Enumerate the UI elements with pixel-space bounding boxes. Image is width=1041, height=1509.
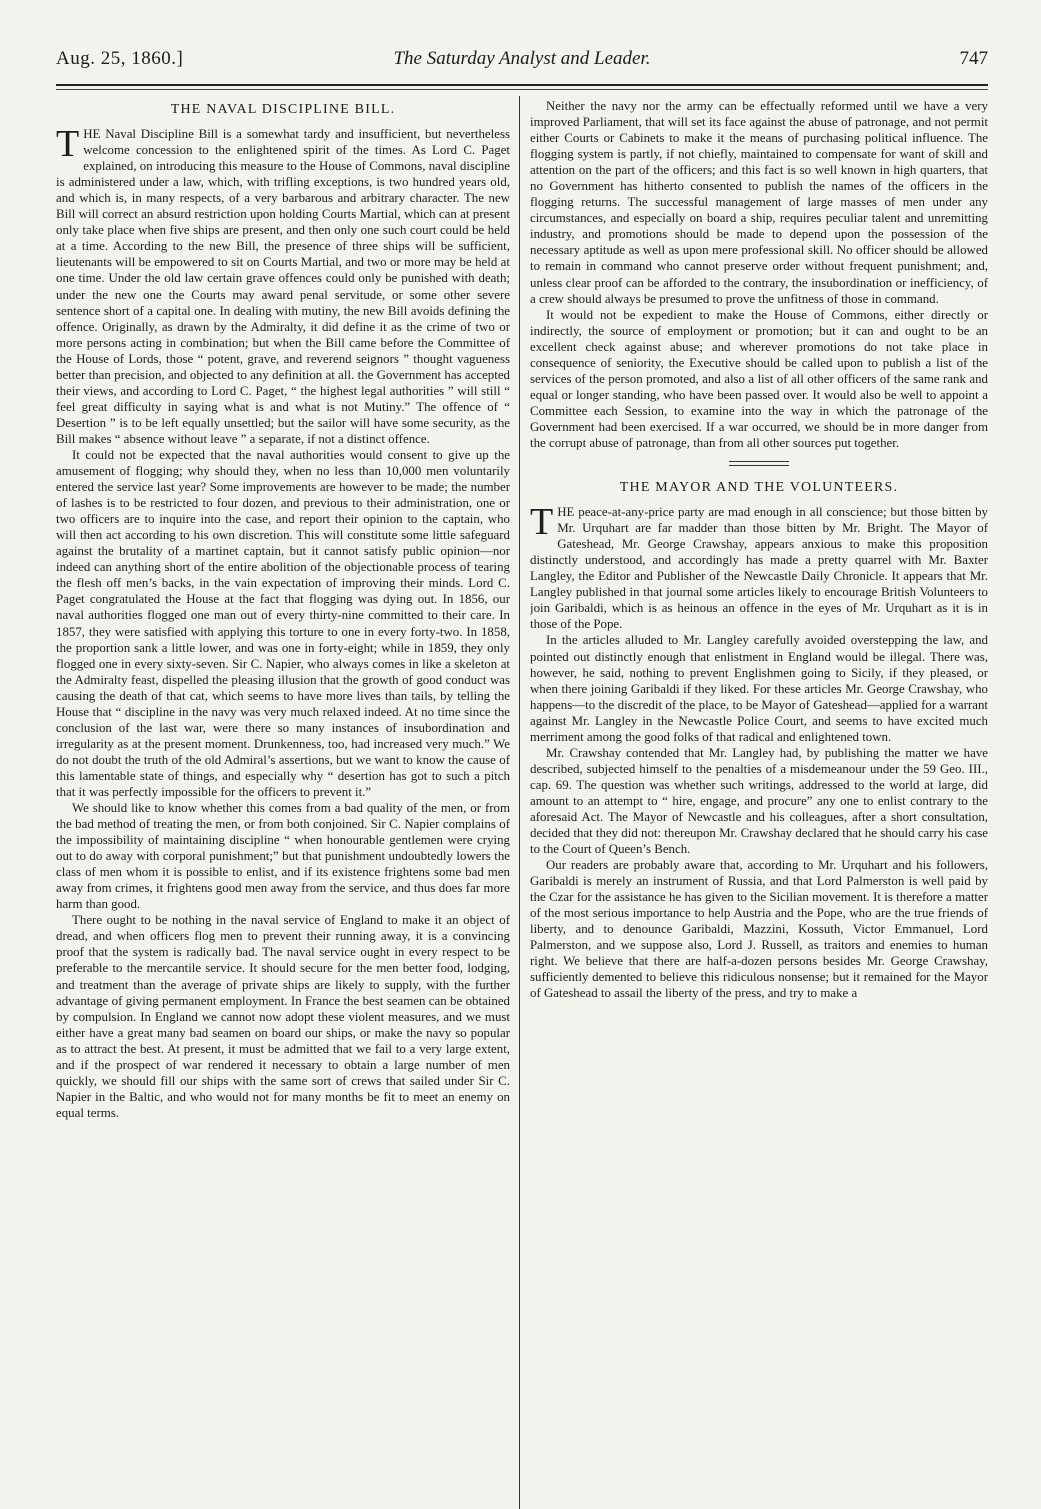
article-paragraph: In the articles alluded to Mr. Langley carefully avoided overstepping the law, and pointed out distinctly enough that enlistment in England would be illegal. There was, however, he said, nothing to prevent Englishmen going to Sicily, if they pleased, or when there joining Garibaldi if they liked. For these articles Mr. George Crawshay, who happens—to the discredit of the place, to be Mayor of Gateshead—applied for a warrant against Mr. Langley in the Newcastle Police Court, and seems to have excited much merriment among the good folks of that radical and enlightened town. <box>530 633 988 744</box>
article-paragraph: Mr. Crawshay contended that Mr. Langley had, by publishing the matter we have described, subjected himself to the penalties of a misdemeanour under the 59 Geo. III., cap. 69. The question was whether such writings, addressed to the world at large, did amount to an attempt to “ hire, engage, and procure” any one to enlist contrary to the aforesaid Act. The Mayor of Newcastle and his colleagues, after a short consultation, decided that they did not: thereupon Mr. Crawshay declared that he should carry his case to the Court of Queen’s Bench. <box>530 745 988 857</box>
article-paragraph: There ought to be nothing in the naval service of England to make it an object of dread, and when officers flog men to prevent their running away, it is a convincing proof that the system is radically bad. The naval service ought in every respect to be preferable to the mercantile service. It should secure for the men better food, lodging, and treatment than the average of private ships are likely to supply, with the further advantage of giving permanent employment. In France the best seamen can be obtained by compulsion. In England we cannot now adopt these violent measures, and we must either have a great many bad seamen on board our ships, or make the navy so popular as to attract the best. At present, it must be admitted that we fail to a very large extent, and if the prospect of war rendered it necessary to obtain a large number of men quickly, we should fill our ships with the same sort of crews that sailed under Sir C. Napier in the Baltic, and who would not for many months be fit to meet an enemy on equal terms. <box>56 913 510 1120</box>
article-paragraph: We should like to know whether this comes from a bad quality of the men, or from the bad method of treating the men, or from both conjoined. Sir C. Napier complains of the impossibility of maintaining discipline “ when honourable gentlemen were crying out to do away with corporal punishment;” but that punishment undoubtedly lowers the class of men whom it is possible to enlist, and if its existence frightens some bad men away from crimes, it frightens good men away from the service, and thus does far more harm than good. <box>56 801 510 912</box>
article-paragraph: It could not be expected that the naval authorities would consent to give up the amusement of flogging; why should they, when no less than 10,000 men voluntarily entered the service last year? Some improvements are however to be made; the number of lashes is to be restricted to four dozen, and previous to their administration, one or two officers are to inquire into the case, and report their opinion to the captain, who will then act according to his own discretion. This will constitute some little safeguard against the brutality of a martinet captain, but it cannot satisfy public opinion—nor indeed can anything short of the entire abolition of the objectionable process of tearing the flesh off men’s backs, in the vain expectation of improving their minds. Lord C. Paget congratulated the House at the fact that flogging was dying out. In 1856, our naval authorities flogged one man out of every thirty-nine committed to their care. In 1857, they were satisfied with applying this torture to one in every forty-two. In 1858, the proportion sank a little lower, and was one in forty-eight; while in 1859, they only flogged one in every sixty-seven. Sir C. Napier, who always comes in like a skeleton at the Admiralty feast, dispelled the pleasing illusion that the growth of good conduct was causing the death of that cat, which seems to have more lives than tails, by telling the House that “ discipline in the navy was very much relaxed indeed. At no time since the conclusion of the last war, were there so many instances of insubordination and irregularity as at the present moment. Drunkenness, too, had increased very much.” We do not doubt the truth of the old Admiral’s assertions, but we want to know the cause of this lamentable state of things, and especially why “ desertion has got to such a pitch that it was perfectly impossible for the officers to prevent it.” <box>56 447 510 799</box>
header-rule-thin <box>56 89 988 90</box>
left-column <box>56 98 510 1509</box>
page-header <box>56 48 988 78</box>
issue-date: Aug. 25, 1860.] <box>56 48 184 69</box>
article-title: THE NAVAL DISCIPLINE BILL. <box>170 102 396 117</box>
article-paragraph: THE Naval Discipline Bill is a somewhat tardy and insufficient, but nevertheless welcome concession to the enlightened spirit of the times. As Lord C. Paget explained, on introducing this measure to the House of Commons, naval discipline is administered under a law, which, with trifling exceptions, is two hundred years old, and which is, in many respects, of a very barbarous and arbitrary character. The new Bill will correct an absurd restriction upon holding Courts Martial, which can at present only take place when five ships are present, and then only one such court could be held at a time. According to the new Bill, the presence of three ships will be sufficient, lieutenants will be empowered to sit on Courts Martial, and two or more may be held at one time. Under the old law certain grave offences could only be punished with death; under the new one the Courts may award penal servitude, or some other severe sentence short of a capital one. In dealing with mutiny, the new Bill avoids defining the offence. Originally, as drawn by the Admiralty, it did define it as the crime of two or more persons acting in combination; but when the Bill came before the Committee of the House of Lords, those “ potent, grave, and reverend seignors ” thought vagueness better than precision, and objected to any definition at all. the Government has accepted their views, and according to Lord C. Paget, “ the highest legal authorities ” will still “ feel great difficulty in saying what is and what is not Mutiny.” The offence of “ Desertion ” is to be left equally unsettled; but the sailor will have some security, as the Bill makes “ absence without leave ” a separate, if not a distinct offence. <box>56 123 510 446</box>
article-paragraph: It would not be expedient to make the House of Commons, either directly or indirectly, the source of employment or promotion; but it can and ought to be an excellent check against abuse; and wherever promotions do not take place in consequence of seniority, the Executive should be called upon to publish a list of the services of the person promoted, and also a list of all other officers of the same rank and equal or longer standing, who have been passed over. It would also be well to appoint a Committee each Session, to examine into the way in which the patronage of the Government had been exercised. If a war occurred, we should be in more danger from the corrupt abuse of patronage, than from all other sources put together. <box>530 307 988 450</box>
article-paragraph: Neither the navy nor the army can be effectually reformed until we have a very improved Parliament, that will set its face against the abuse of patronage, and not permit either Courts or Cabinets to make it the means of purchasing political influence. The flogging system is partly, if not chiefly, maintained to compensate for want of skill and attention on the part of the officers; and this fact is so well known in high quarters, that no Government has hitherto consented to publish the names of the officers in the flogging returns. The successful management of large masses of men under any circumstances, and especially on board a ship, requires peculiar talent and unremitting industry, and promotions should be made to depend upon the possession of the necessary aptitude as well as upon mere professional skill. No officer should be allowed to remain in command who cannot preserve order without frequent punishment; and, unless clear proof can be afforded to the contrary, the insubordination or inefficiency, of a crew should always be presumed to prove the unfitness of those in command. <box>530 99 988 306</box>
drop-cap: T <box>530 501 554 544</box>
article-title: THE MAYOR AND THE VOLUNTEERS. <box>619 480 899 496</box>
article-paragraph: Our readers are probably aware that, according to Mr. Urquhart and his followers, Garibaldi is merely an instrument of Russia, and that Lord Palmerston is well paid by the Czar for the assistance he has given to the Sicilian movement. It is therefore a matter of the most serious importance to help Austria and the Pope, who are the true friends of liberty, and to denounce Garibaldi, Mazzini, Kossuth, Victor Emmanuel, Lord Palmerston, and we suppose also, Lord J. Russell, as traitors and enemies to human right. We believe that there are half-a-dozen persons besides Mr. George Crawshay, sufficiently demented to believe this ridiculous nonsense; but it remained for the Mayor of Gateshead to assail the liberty of the press, and try to make a <box>530 858 988 1001</box>
page-number: 747 <box>959 48 988 69</box>
article-paragraph: THE peace-at-any-price party are mad enough in all conscience; but those bitten by Mr. Urquhart are far madder than those bitten by Mr. Bright. The Mayor of Gateshead, Mr. George Crawshay, appears anxious to make this proposition distinctly understood, and accordingly has made a pretty quarrel with Mr. Baxter Langley, the Editor and Publisher of the Newcastle Daily Chronicle. It appears that Mr. Langley published in that journal some articles likely to encourage British Volunteers to join Garibaldi, which is as heinous an offence in the eyes of Mr. Urquhart as it is in those of the Pope. <box>530 501 988 632</box>
drop-cap: T <box>56 123 80 166</box>
header-rule-thick <box>56 84 988 86</box>
column-divider <box>519 96 520 1509</box>
article-separator <box>729 461 789 466</box>
publication-title: The Saturday Analyst and Leader. <box>393 48 651 69</box>
right-column <box>530 98 988 1509</box>
